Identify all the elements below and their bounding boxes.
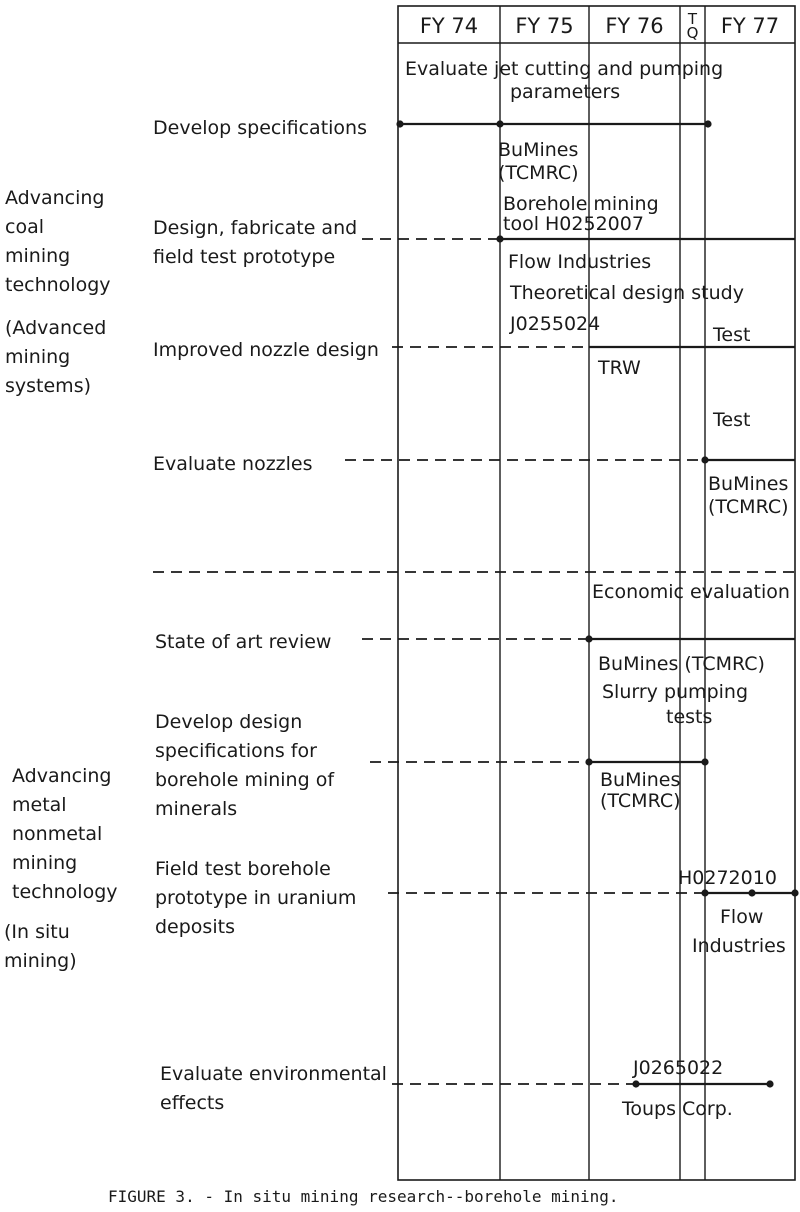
group-label-coal: Advancing coal mining technology: [5, 187, 111, 296]
annotation-jet-cutting: Evaluate jet cutting and pumping parameters: [405, 58, 724, 103]
milestone-dot: [766, 1080, 773, 1087]
header-transition-quarter: T Q: [686, 10, 699, 42]
annotation-bumines-4: BuMines (TCMRC): [600, 769, 681, 812]
task-label-evaluate-environmental: Evaluate environmental effects: [160, 1063, 387, 1114]
milestone-dot: [632, 1080, 639, 1087]
task-label-evaluate-nozzles: Evaluate nozzles: [153, 453, 313, 475]
annotation-toups: Toups Corp.: [622, 1098, 733, 1120]
task-label-field-test-uranium: Field test borehole prototype in uranium deposits: [155, 858, 357, 938]
annotation-slurry-tests: Slurry pumping tests: [602, 681, 749, 728]
milestone-dot: [704, 120, 711, 127]
annotation-bumines-1: BuMines (TCMRC): [498, 139, 579, 184]
group-sublabel-metal: (In situ mining): [4, 921, 77, 972]
annotation-trw: TRW: [598, 357, 641, 379]
header-fy77: FY 77: [720, 14, 780, 38]
milestone-dot: [701, 889, 708, 896]
milestone-dot: [585, 635, 592, 642]
milestone-dot: [701, 758, 708, 765]
milestone-dot: [396, 120, 403, 127]
annotation-h0272010: H0272010: [678, 867, 777, 889]
header-fy76: FY 76: [605, 14, 664, 38]
annotation-flow-industries-1: Flow Industries: [508, 251, 652, 273]
milestone-dot: [748, 889, 755, 896]
group-sublabel-coal: (Advanced mining systems): [5, 317, 107, 397]
milestone-dot: [585, 758, 592, 765]
annotation-flow-industries-2: Flow Industries: [692, 906, 786, 957]
annotation-theoretical-study: Theoretical design study J0255024: [510, 282, 744, 335]
milestone-dot: [791, 889, 798, 896]
header-fy75: FY 75: [515, 14, 574, 38]
milestone-dot: [701, 456, 708, 463]
annotation-test-1: Test: [713, 324, 751, 346]
annotation-bumines-3: BuMines (TCMRC): [598, 653, 765, 675]
milestone-dot: [496, 235, 503, 242]
annotation-j0265022: J0265022: [633, 1057, 724, 1079]
milestone-dot: [496, 120, 503, 127]
task-label-design-fabricate: Design, fabricate and field test prototype: [153, 217, 358, 268]
task-label-develop-specifications: Develop specifications: [153, 117, 367, 139]
task-label-develop-design-spec: Develop design specifications for borehole mining of minerals: [155, 711, 335, 820]
annotation-bumines-2: BuMines (TCMRC): [708, 473, 789, 518]
header-fy74: FY 74: [419, 14, 479, 38]
task-label-improved-nozzle: Improved nozzle design: [153, 339, 379, 361]
annotation-test-2: Test: [713, 409, 751, 431]
figure-caption: FIGURE 3. - In situ mining research--borehole mining.: [108, 1187, 619, 1206]
annotation-economic-evaluation: Economic evaluation: [592, 581, 790, 603]
annotation-borehole-tool: Borehole mining tool H0252007: [503, 193, 659, 235]
group-label-metal: Advancing metal nonmetal mining technology: [12, 765, 118, 903]
task-label-state-of-art: State of art review: [155, 631, 332, 653]
